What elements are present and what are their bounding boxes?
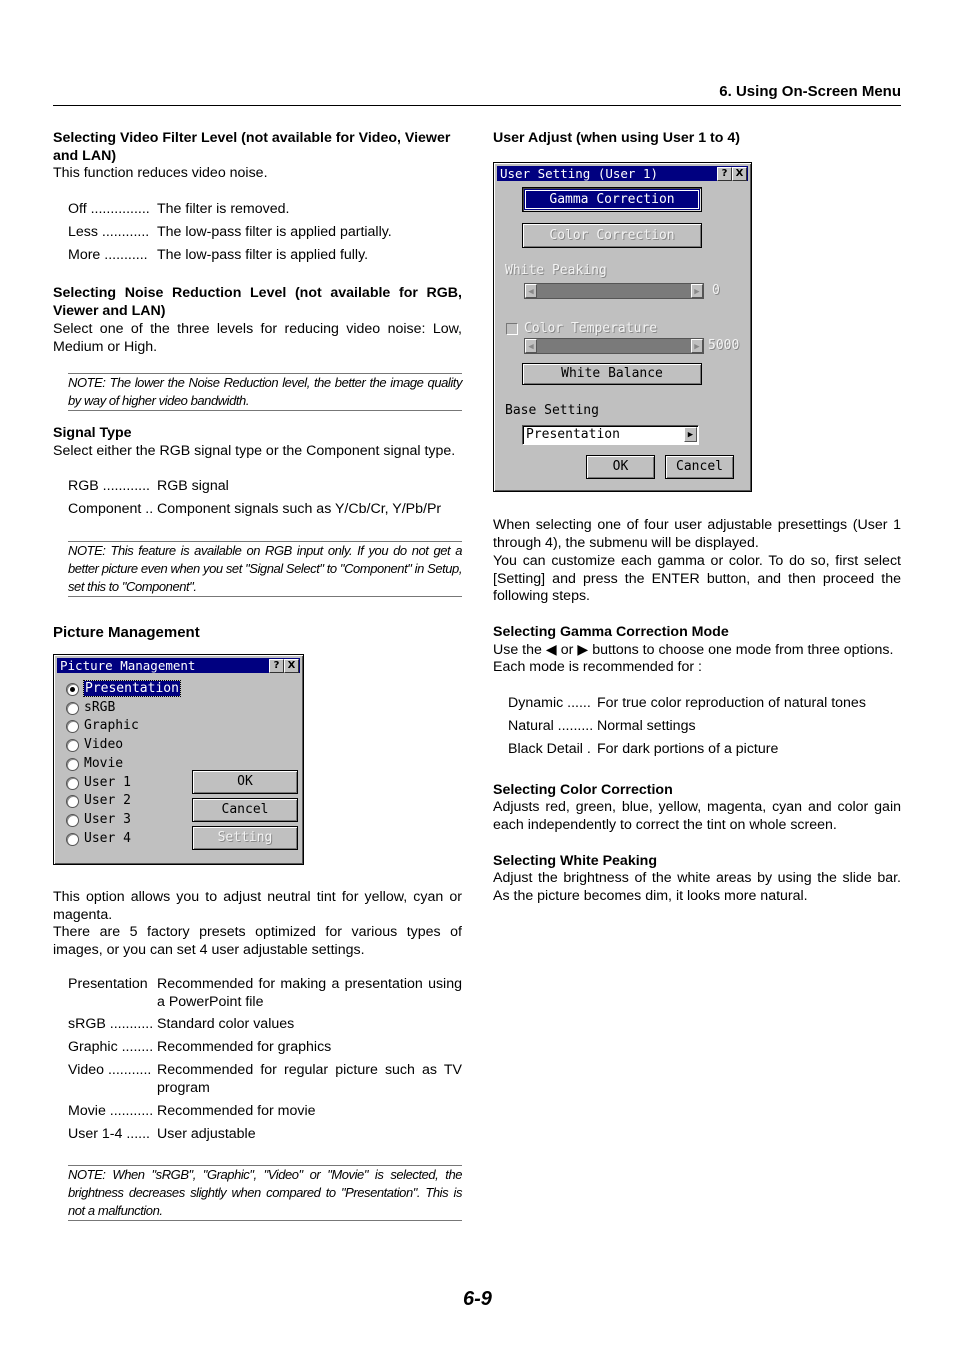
radio-movie[interactable] — [66, 758, 79, 771]
picture-management-note: NOTE: When "sRGB", "Graphic", "Video" or "Movie" is selected, the brightness decreases slightly when compared to "Presentation". This is not a malfunction. — [68, 1165, 462, 1221]
header-rule — [53, 105, 901, 106]
color-temperature-value: 5000 — [708, 338, 740, 353]
gamma-correction-button[interactable]: Gamma Correction — [522, 187, 702, 212]
white-peaking-body: Adjust the brightness of the white areas by using the slide bar. As the picture becomes dim, it looks more natural. — [493, 870, 901, 904]
gamma-body: Use the ◀ or ▶ buttons to choose one mode from three options. — [493, 642, 894, 658]
list-item: Presentation Recommended for making a presentation using a PowerPoint file — [68, 976, 462, 1010]
dialog-title: Picture Management — [60, 658, 196, 673]
picture-management-dialog — [53, 654, 304, 865]
list-item: Movie ........... Recommended for movie — [68, 1103, 316, 1119]
radio-user-4[interactable] — [66, 833, 79, 846]
user-setting-dialog — [493, 162, 752, 492]
radio-label[interactable]: Video — [84, 737, 124, 753]
list-item: Off ............... The filter is removed. — [68, 201, 290, 217]
noise-reduction-note: NOTE: The lower the Noise Reduction level, the better the image quality by way of higher video bandwidth. — [68, 373, 462, 411]
slider-left-arrow-icon[interactable]: ◀ — [525, 339, 537, 353]
list-item: Dynamic ...... For true color reproduction of natural tones — [508, 695, 866, 711]
picture-management-body-2: There are 5 factory presets optimized for various types of images, or you can set 4 user adjustable settings. — [53, 924, 462, 958]
radio-srgb[interactable] — [66, 702, 79, 715]
radio-label[interactable]: Presentation — [85, 681, 179, 696]
radio-user-2[interactable] — [66, 795, 79, 808]
color-temperature-checkbox[interactable] — [506, 323, 518, 335]
list-item: Black Detail . For dark portions of a picture — [508, 741, 779, 757]
list-item: Natural ......... Normal settings — [508, 718, 696, 734]
user-adjust-body-2: You can customize each gamma or color. To do so, first select [Setting] and press the ENTER button, and then proceed the following steps. — [493, 553, 901, 604]
color-correction-body: Adjusts red, green, blue, yellow, magenta, cyan and color gain each independently to correct the tint on whole screen. — [493, 799, 901, 833]
gamma-body-2: Each mode is recommended for : — [493, 659, 702, 675]
picture-management-body-1: This option allows you to adjust neutral tint for yellow, cyan or magenta. — [53, 889, 462, 923]
base-setting-select[interactable] — [522, 425, 699, 445]
cancel-button[interactable]: Cancel — [192, 798, 298, 822]
user-adjust-body-1: When selecting one of four user adjustable presettings (User 1 through 4), the submenu will be displayed. — [493, 517, 901, 551]
white-balance-button[interactable]: White Balance — [522, 363, 702, 385]
radio-label[interactable]: Graphic — [84, 718, 139, 734]
slider-right-arrow-icon[interactable]: ▶ — [691, 284, 703, 298]
video-filter-heading: Selecting Video Filter Level (not available for Video, Viewer and LAN) — [53, 130, 451, 164]
radio-label[interactable]: Movie — [84, 755, 124, 771]
radio-user-1[interactable] — [66, 777, 79, 790]
noise-reduction-heading: Selecting Noise Reduction Level (not available for RGB, Viewer and LAN) — [53, 285, 462, 319]
white-peaking-label: White Peaking — [505, 263, 607, 278]
left-arrow-icon: ◀ — [545, 642, 557, 658]
color-correction-heading: Selecting Color Correction — [493, 782, 673, 798]
list-item: Component .. Component signals such as Y/Cb/Cr, Y/Pb/Pr — [68, 501, 442, 517]
list-item: Graphic ........ Recommended for graphics — [68, 1039, 332, 1055]
ok-button[interactable]: OK — [192, 770, 298, 794]
radio-label[interactable]: sRGB — [84, 699, 116, 715]
color-temperature-label: Color Temperature — [524, 321, 658, 336]
ok-button[interactable]: OK — [586, 455, 655, 479]
slider-left-arrow-icon[interactable]: ◀ — [525, 284, 537, 298]
radio-video[interactable] — [66, 739, 79, 752]
picture-management-heading: Picture Management — [53, 624, 200, 641]
close-icon[interactable]: X — [732, 167, 747, 181]
radio-label[interactable]: User 2 — [84, 793, 131, 809]
video-filter-intro: This function reduces video noise. — [53, 165, 268, 181]
radio-user-3[interactable] — [66, 814, 79, 827]
list-item: Video ........... Recommended for regular picture such as TV program — [68, 1062, 462, 1096]
list-item: sRGB ........... Standard color values — [68, 1016, 295, 1032]
slider-right-arrow-icon[interactable]: ▶ — [691, 339, 703, 353]
list-item: More ........... The low-pass filter is applied fully. — [68, 247, 369, 263]
setting-button[interactable]: Setting — [192, 826, 298, 850]
dialog-title: User Setting (User 1) — [500, 166, 659, 181]
radio-label[interactable]: User 1 — [84, 774, 131, 790]
color-correction-button[interactable]: Color Correction — [522, 223, 702, 248]
user-adjust-heading: User Adjust (when using User 1 to 4) — [493, 130, 741, 146]
white-peaking-slider[interactable] — [524, 283, 704, 299]
color-temperature-slider[interactable] — [524, 338, 704, 354]
list-item: Less ............ The low-pass filter is applied partially. — [68, 224, 392, 240]
noise-reduction-body: Select one of the three levels for reducing video noise: Low, Medium or High. — [53, 321, 462, 355]
page-number: 6-9 — [463, 1288, 492, 1310]
radio-label[interactable]: User 3 — [84, 811, 131, 827]
signal-type-note: NOTE: This feature is available on RGB input only. If you do not get a better picture even when you set "Signal Select" to "Component" in Setup, set this to "Component". — [68, 541, 462, 597]
radio-graphic[interactable] — [66, 720, 79, 733]
section-header: 6. Using On-Screen Menu — [719, 83, 901, 100]
radio-presentation[interactable] — [66, 683, 79, 696]
dialog-title-bar — [57, 658, 300, 673]
base-setting-label: Base Setting — [505, 403, 599, 418]
dropdown-arrow-icon[interactable]: ▶ — [684, 427, 697, 442]
signal-type-body: Select either the RGB signal type or the Component signal type. — [53, 443, 456, 459]
list-item: RGB ............ RGB signal — [68, 478, 229, 494]
signal-type-heading: Signal Type — [53, 425, 132, 441]
close-icon[interactable]: X — [284, 659, 299, 673]
help-icon[interactable]: ? — [717, 167, 732, 181]
dialog-title-bar — [497, 166, 748, 181]
help-icon[interactable]: ? — [269, 659, 284, 673]
white-peaking-heading: Selecting White Peaking — [493, 853, 657, 869]
base-setting-value: Presentation — [526, 427, 620, 442]
radio-label[interactable]: User 4 — [84, 830, 131, 846]
right-arrow-icon: ▶ — [577, 642, 589, 658]
white-peaking-value: 0 — [712, 283, 720, 298]
cancel-button[interactable]: Cancel — [665, 455, 734, 479]
list-item: User 1-4 ...... User adjustable — [68, 1126, 256, 1142]
gamma-heading: Selecting Gamma Correction Mode — [493, 624, 729, 640]
